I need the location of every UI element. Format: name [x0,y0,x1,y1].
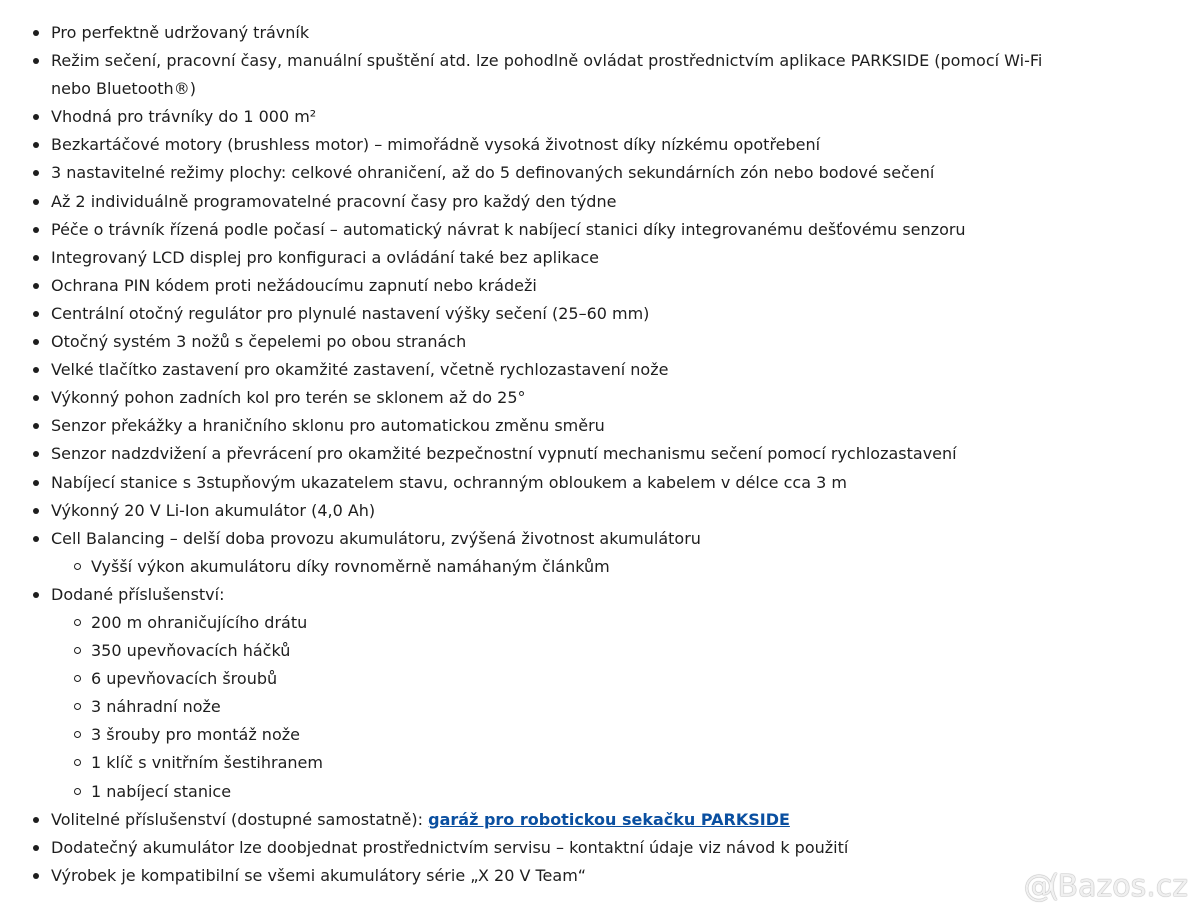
feature-item [0,47,1060,103]
feature-text: Péče o trávník řízená podle počasí – automatický návrat k nabíjecí stanici díky integrovanému dešťovému senzoru [51,219,966,239]
feature-text: Výkonný 20 V Li-Ion akumulátor (4,0 Ah) [51,500,376,520]
feature-item [0,806,1060,834]
feature-text: Pro perfektně udržovaný trávník [51,23,310,42]
sub-item: 350 upevňovacích háčků [51,637,1060,665]
sub-item: 3 náhradní nože [51,693,1060,721]
feature-text: Cell Balancing – delší doba provozu akumulátoru, zvýšená životnost akumulátoru [51,528,701,548]
feature-item [0,834,1060,862]
sub-item: 3 šrouby pro montáž nože [51,721,1060,749]
feature-item [0,272,1060,300]
feature-item [0,244,1060,272]
document [0,19,1060,890]
feature-item [0,216,1060,244]
feature-text: Volitelné příslušenství (dostupné samostatně): [51,809,429,829]
feature-text: Integrovaný LCD displej pro konfiguraci a ovládání také bez aplikace [51,247,599,267]
sub-list [51,553,1060,581]
sub-item: 6 upevňovacích šroubů [51,665,1060,693]
feature-item [0,412,1060,440]
feature-text: Výkonný pohon zadních kol pro terén se sklonem až do 25° [51,388,526,408]
sub-list [51,609,1060,806]
feature-text: Senzor překážky a hraničního sklonu pro automatickou změnu směru [51,416,605,436]
feature-item [0,19,1060,47]
feature-item [0,159,1060,187]
feature-item [0,188,1060,216]
feature-item [0,103,1060,131]
feature-text: Až 2 individuálně programovatelné pracovní časy pro každý den týdne [51,191,617,211]
sub-item: 1 nabíjecí stanice [51,778,1060,806]
feature-list [0,19,1060,890]
sub-item: 1 klíč s vnitřním šestihranem [51,749,1060,777]
feature-text: Otočný systém 3 nožů s čepelemi po obou stranách [51,332,467,352]
feature-text: Vhodná pro trávníky do 1 000 m² [51,107,317,127]
feature-item [0,440,1060,468]
feature-text: Dodatečný akumulátor lze doobjednat prostřednictvím servisu – kontaktní údaje viz návod k použití [51,837,849,857]
feature-text: Bezkartáčové motory (brushless motor) – mimořádně vysoká životnost díky nízkému opotřebení [51,135,821,155]
feature-text: Senzor nadzdvižení a převrácení pro okamžité bezpečnostní vypnutí mechanismu sečení pomocí rychlozastavení [51,444,957,464]
bazos-logo-icon: @( [1023,869,1054,904]
feature-item [0,384,1060,412]
feature-item [0,469,1060,497]
feature-text: Dodané příslušenství: [51,584,225,604]
feature-item [0,131,1060,159]
feature-text: 3 nastavitelné režimy plochy: celkové ohraničení, až do 5 definovaných sekundárních zón nebo bodové sečení [51,163,935,183]
feature-item [0,525,1060,581]
feature-text: Centrální otočný regulátor pro plynulé nastavení výšky sečení (25–60 mm) [51,303,650,323]
feature-item [0,862,1060,890]
feature-item [0,300,1060,328]
feature-text: Velké tlačítko zastavení pro okamžité zastavení, včetně rychlozastavení nože [51,360,669,380]
feature-item [0,328,1060,356]
feature-item [0,356,1060,384]
feature-text: Výrobek je kompatibilní se všemi akumulátory série „X 20 V Team“ [51,865,587,885]
feature-item [0,497,1060,525]
feature-text: Ochrana PIN kódem proti nežádoucímu zapnutí nebo krádeži [51,275,537,295]
feature-text: Nabíjecí stanice s 3stupňovým ukazatelem stavu, ochranným obloukem a kabelem v délce cca 3 m [51,472,847,492]
feature-item [0,581,1060,806]
watermark-text: Bazos.cz [1057,869,1188,904]
feature-text: Režim sečení, pracovní časy, manuální spuštění atd. lze pohodlně ovládat prostřednictvím aplikace PARKSIDE (pomocí Wi-Fi nebo Bluetooth®) [51,51,1043,99]
sub-item: Vyšší výkon akumulátoru díky rovnoměrně namáhaným článkům [51,553,1060,581]
accessory-link[interactable]: garáž pro robotickou sekačku PARKSIDE [428,809,790,829]
bazos-watermark [1024,869,1188,904]
sub-item: 200 m ohraničujícího drátu [51,609,1060,637]
